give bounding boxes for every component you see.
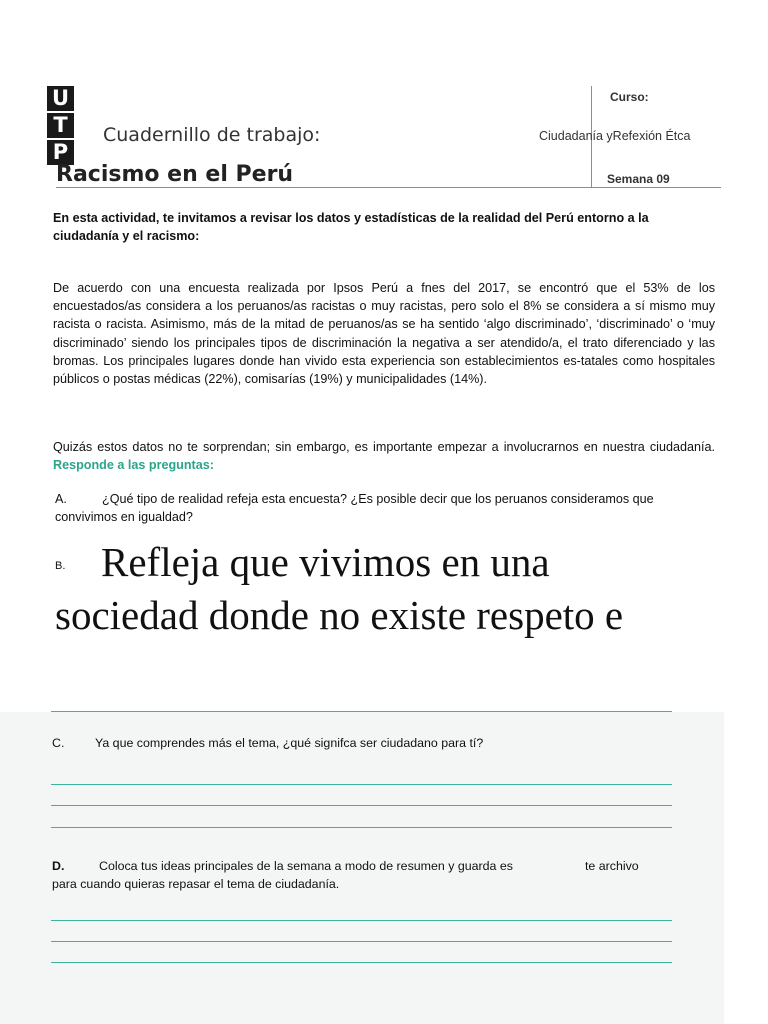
answer-line[interactable] [51,805,672,806]
answer-b[interactable] [55,538,755,640]
instruction-prompt: Responde a las preguntas: [53,458,214,473]
answer-line[interactable] [51,784,672,785]
question-a [55,490,715,526]
logo-letter-t: T [47,113,74,138]
answer-line[interactable] [51,711,672,712]
question-d-text-2: te archivo [584,859,639,873]
answer-line[interactable] [51,941,672,942]
course-label: Curso: [610,90,649,104]
instruction-text: Quizás estos datos no te sorprendan; sin embargo, es importante empezar a involucrarnos en nuestra ciudadanía. [53,440,715,454]
header-bottom-divider [56,187,721,188]
question-c [52,736,483,750]
answer-b-text-2: sociedad donde no existe respeto e [55,592,624,639]
course-name: Ciudadanía yRefexión Étca [539,129,691,143]
logo-letter-u: U [47,86,74,111]
logo-letter-p: P [47,140,74,165]
instruction-paragraph [53,438,715,474]
document-title: Racismo en el Perú [56,162,294,187]
answer-line[interactable] [51,827,672,828]
question-a-letter: A. [55,492,67,506]
question-c-text: Ya que comprendes más el tema, ¿qué signifca ser ciudadano para tí? [95,736,484,750]
week-label: Semana 09 [607,172,670,186]
question-c-letter: C. [52,736,65,750]
intro-text: En esta actividad, te invitamos a revisar los datos y estadísticas de la realidad del Perú entorno a la ciudadanía y el racismo: [53,211,649,243]
question-a-text: ¿Qué tipo de realidad refeja esta encuesta? ¿Es posible decir que los peruanos consideramos que convivimos en igualdad? [55,492,654,524]
answer-b-text-1: Refleja que vivimos en una [101,539,550,585]
question-d-text-1: Coloca tus ideas principales de la semana a modo de resumen y guarda es [99,859,513,873]
document-kicker: Cuadernillo de trabajo: [103,124,321,146]
answer-line[interactable] [51,962,672,963]
question-d-line-2: para cuando quieras repasar el tema de ciudadanía. [52,877,340,891]
question-d-letter: D. [52,859,65,873]
utp-logo [47,86,74,167]
answer-line[interactable] [51,920,672,921]
survey-paragraph: De acuerdo con una encuesta realizada por Ipsos Perú a fnes del 2017, se encontró que el 53% de los encuestados/as considera a los peruanos/as racistas o muy racistas, pero solo el 8% se considera a sí mismo muy racista o racista. Asimismo, más de la mitad de peruanos/as se ha sentido ‘algo discriminado’, ‘discriminado’ o ‘muy discriminado’ siendo los principales tipos de discriminación la negativa a ser atendido/a, el trato diferenciado y las bromas. Los principales lugares donde han vivido esta experiencia son establecimientos es-tatales como hospitales públicos o postas médicas (22%), comisarías (19%) y municipalidades (14%). [53,281,715,387]
answer-b-letter: B. [55,560,66,573]
question-d-line-1 [52,857,672,875]
answer-b-line-1 [55,538,755,591]
question-d [52,857,672,893]
